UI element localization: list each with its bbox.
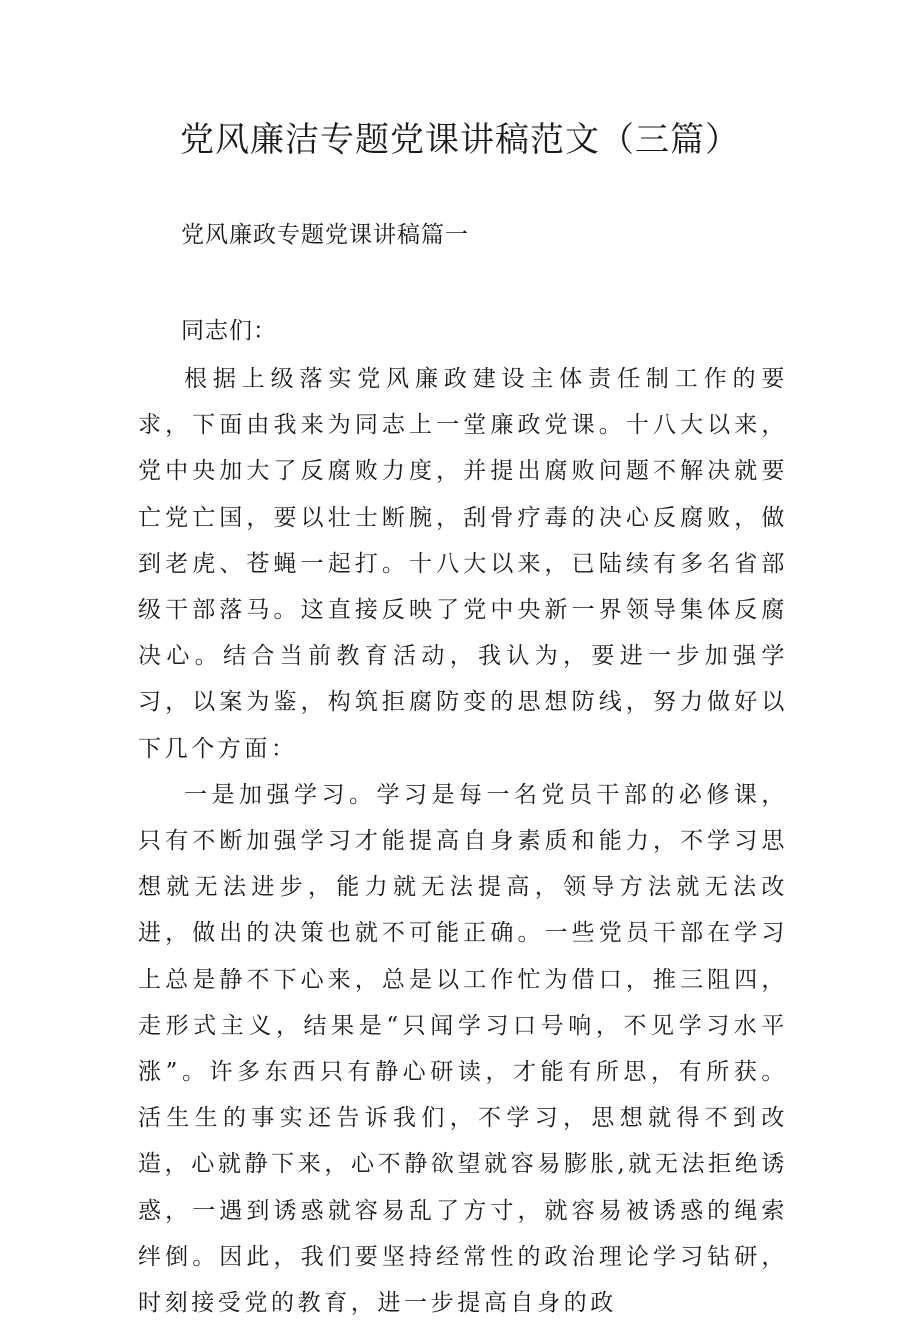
body-text (138, 356, 788, 1326)
section-subtitle: 党风廉政专题党课讲稿篇一 (181, 222, 469, 248)
paragraph: 一是加强学习。学习是每一名党员干部的必修课，只有不断加强学习才能提高自身素质和能力，不学习思想就无法进步，能力就无法提高，领导方法就无法改进，做出的决策也就不可能正确。一些党员干部在学习上总是静不下心来，总是以工作忙为借口，推三阻四，走形式主义，结果是“只闻学习口号响，不见学习水平涨”。许多东西只有静心研读，才能有所思，有所获。活生生的事实还告诉我们，不学习，思想就得不到改造，心就静下来，心不静欲望就容易膨胀,就无法拒绝诱惑，一遇到诱惑就容易乱了方寸，就容易被诱惑的绳索绊倒。因此，我们要坚持经常性的政治理论学习钻研，时刻接受党的教育，进一步提高自身的政 (138, 781, 788, 1317)
greeting: 同志们： (181, 318, 277, 344)
document-title: 党风廉洁专题党课讲稿范文（三篇） (180, 120, 740, 160)
paragraph: 根据上级落实党风廉政建设主体责任制工作的要求，下面由我来为同志上一堂廉政党课。十八大以来，党中央加大了反腐败力度，并提出腐败问题不解决就要亡党亡国，要以壮士断腕，刮骨疗毒的决心反腐败，做到老虎、苍蝇一起打。十八大以来，已陆续有多名省部级干部落马。这直接反映了党中央新一界领导集体反腐决心。结合当前教育活动，我认为，要进一步加强学习，以案为鉴，构筑拒腐防变的思想防线，努力做好以下几个方面： (138, 366, 788, 762)
